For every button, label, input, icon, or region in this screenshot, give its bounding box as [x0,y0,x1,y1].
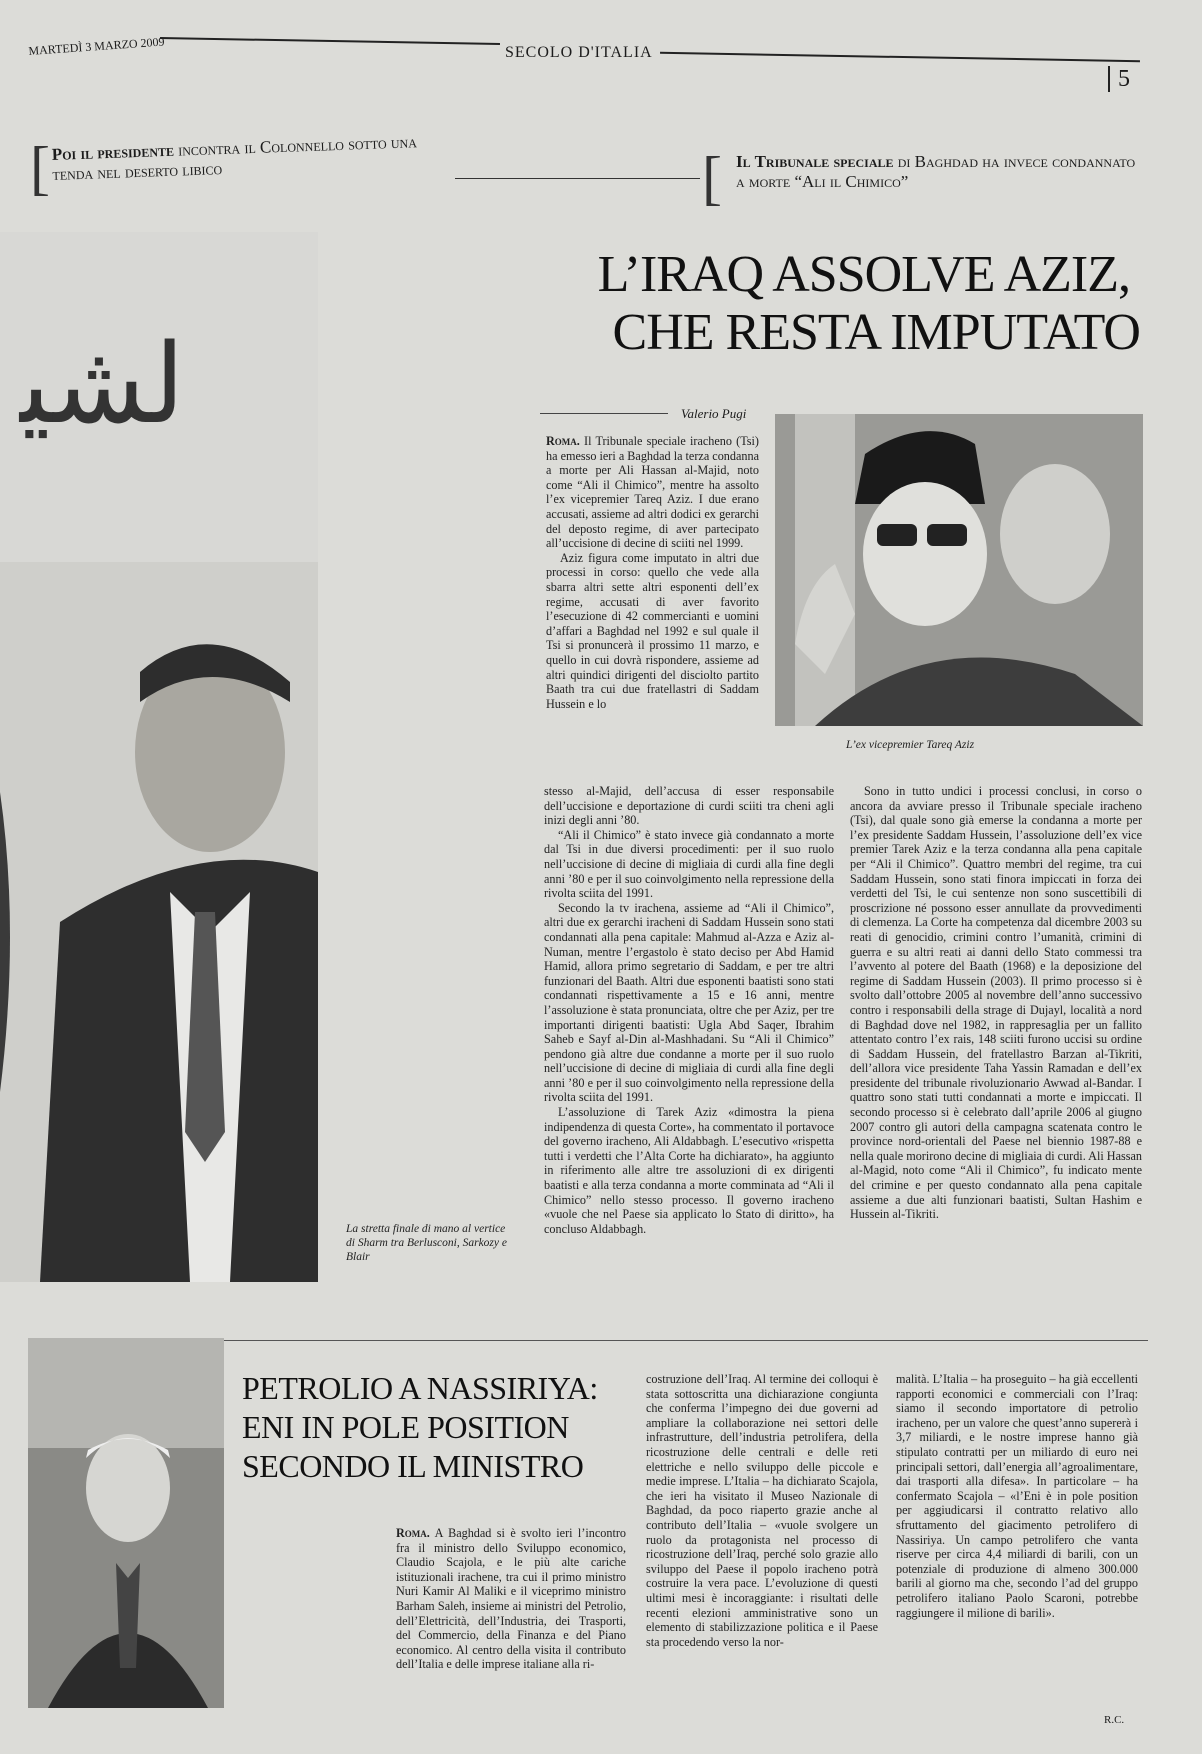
kicker-divider [455,178,700,179]
main-headline-line1: L’IRAQ ASSOLVE AZIZ, [597,246,1130,303]
bottom-article-column-2 [646,1372,878,1649]
main-p2: Aziz figura come imputato in altri due processi in corso: quello che vede alla sbarra altri sette altri esponenti dell’ex regime, accusati di aver favorito l’esecuzione di 42 commercianti e uomini d’affari a Baghdad nel 1992 e sul quale il Tsi si pronuncerà il prossimo 11 marzo, e quello in cui dovrà rispondere, assieme ad altri quindici dirigenti del disciolto partito Baath tra cui due fratellastri di Saddam Hussein e lo [546,550,759,711]
main-p6: L’assoluzione di Tarek Aziz «dimostra la piena indipendenza di questa Corte», ha commentato il portavoce del governo iracheno, Ali Aldabbagh. L’esecutivo «rispetta tutti i verdetti che l’Alta Corte ha dichiarato», ha aggiunto in riferimento alle altre tre assoluzioni di ex dirigenti baatisti e alla terza condanna a morte comminata ad “Ali il Chimico” nello stesso processo. Il governo iracheno «vuole che nel Paese sia applicato lo Stato di diritto», ha concluso Aldabbagh. [544,1105,834,1236]
kicker-left-bracket: [ [30,135,50,201]
bottom-col1-text: A Baghdad si è svolto ieri l’incontro fra il ministro dello Sviluppo economico, Claudio Scajola, e le più alte cariche istituzionali irachene, tra cui il primo ministro Nuri Kamir Al Maliki e il viceprimo ministro Barham Saleh, insieme ai ministri del Petrolio, dell’Elettricità, dell’Industria, dei Trasporti, del Commercio, della Finanza e del Piano economico. Al centro della visita il contributo dell’Italia e delle imprese italiane alla ri- [396,1526,626,1672]
berlusconi-photo [0,232,318,1282]
byline-rule [540,413,668,414]
page-number: 5 [1108,66,1130,92]
berlusconi-photo-caption: La stretta finale di mano al vertice di Sharm tra Berlusconi, Sarkozy e Blair [346,1223,507,1263]
masthead-rule-right [660,52,1140,62]
main-article-column-1 [546,434,759,711]
aziz-photo-caption: L’ex vicepremier Tareq Aziz [846,739,975,751]
bottom-dateline: Roma. [396,1526,430,1540]
scajola-photo [28,1338,224,1708]
main-p3: stesso al-Majid, dell’accusa di esser responsabile dell’uccisione e deportazione di curdi sciiti tra cheni agli inizi degli anni ’80. [544,784,834,828]
main-p4: “Ali il Chimico” è stato invece già condannato a morte dal Tsi in due diversi procedimenti: per il suo ruolo nell’uccisione di decine di migliaia di curdi alla fine degli anni ’80 e per il suo coinvolgimento nella repressione della rivolta sciita del 1991. [544,827,834,901]
issue-date: MARTEDÌ 3 MARZO 2009 [28,34,165,58]
masthead-rule-left [160,37,500,45]
masthead-title: SECOLO D'ITALIA [505,44,653,61]
scajola-illustration [28,1338,224,1708]
bottom-headline-line2: ENI IN POLE POSITION [242,1409,569,1445]
bottom-signature: R.C. [1104,1714,1125,1726]
bottom-headline-line3: SECONDO IL MINISTRO [242,1448,584,1484]
main-article-column-2 [850,784,1142,1222]
kicker-left [51,131,452,185]
main-headline-line2: CHE RESTA IMPUTATO [612,304,1140,361]
svg-text:ﻟﺸﻴ: ﻟﺸﻴ [20,320,185,448]
main-p5: Secondo la tv irachena, assieme ad “Ali il Chimico”, altri due ex gerarchi iracheni di Saddam Hussein sono stati condannati alla pena capitale: Mahmud al-Azza e Aziz al-Numan, mentre l’ergastolo è stato deciso per Abd Hamid Hamid, allora primo segretario di Saddam, e per tre altri funzionari del Baath. Altri due esponenti baatisti sono stati condannati rispettivamente a 15 e 16 anni, mentre l’assoluzione è stata pronunciata, oltre che per Aziz, per tre importanti dirigenti baatisti: Ugla Abd Saqer, Ibrahim Saheb e Sayf al-Din al-Mashhadani. Su “Ali il Chimico” pendono già altre due condanne a morte per il suo ruolo nell’uccisione di decine di migliaia di curdi alla fine degli anni ’80 e per il suo coinvolgimento nella repressione della rivolta sciita del 1991. [544,900,834,1105]
kicker-right-bold: Il Tribunale speciale [736,152,894,171]
bottom-headline-line1: PETROLIO A NASSIRIYA: [242,1370,598,1406]
main-article-column-1b [544,784,834,1236]
bottom-article-column-1 [396,1526,626,1672]
kicker-right-bracket: [ [702,145,722,211]
bottom-col3-text: malità. L’Italia – ha proseguito – ha già eccellenti rapporti economici e commerciali con l’Iraq: siamo il secondo importatore di petrolio iracheno, per un valore che quest’anno supererà i 3,7 miliardi, e le nostre imprese hanno già stipulato contratti per un miliardo di euro nei principali settori, dall’energia all’agroalimentare, dai trasporti alla difesa». In particolare – ha confermato Scajola – «l’Eni è in pole position per aggiudicarsi il contratto relativo allo sfruttamento del giacimento petrolifero di Nassiriya. Un campo petrolifero che vanta riserve per circa 4,4 miliardi di barili, con un potenziale di produzione di almeno 300.000 barili al giorno ma che, secondo l’ad del gruppo petrolifero italiano Paolo Scaroni, potrebbe raggiungere il milione di barili». [896,1372,1138,1620]
bottom-col2-text: costruzione dell’Iraq. Al termine dei colloqui è stata sottoscritta una dichiarazione congiunta che conferma l’impegno dei due governi ad ampliare la collaborazione nei settori delle infrastrutture, dell’industria petrolifera, della ricostruzione delle centrali e delle reti elettriche e nello sviluppo delle piccole e medie imprese. L’Italia – ha dichiarato Scajola, che ieri ha visitato il Museo Nazionale di Baghdad, da poco riaperto grazie anche al contributo dell’Italia – «vuole svolgere un ruolo da protagonista nel processo di ricostruzione dell’Iraq, perché solo grazie allo sviluppo del Paese il popolo iracheno potrà costruire la vera pace. L’evoluzione di questi ultimi mesi è incoraggiante: i risultati delle recenti elezioni amministrative sono un elemento di stabilizzazione politica e il Paese sta procedendo verso la nor- [646,1372,878,1649]
kicker-left-text: incontra il Colonnello sotto una tenda nel deserto libico [52,132,418,184]
kicker-left-bold: Poi il presidente [51,140,175,164]
dateline: Roma. [546,434,580,448]
aziz-photo [775,414,1143,726]
photo-illustration [0,232,318,1282]
main-col2-p1: Sono in tutto undici i processi conclusi, in corso o ancora da avviare presso il Tribunale speciale iracheno (Tsi), dal quale sono già emerse la condanna a morte per l’ex presidente Saddam Hussein, l’assoluzione dell’ex vice premier Tarek Aziz e la terza condanna alla pena capitale per “Ali il Chimico”. Quattro membri del regime, tra cui Saddam Hussein, sono stati finora impiccati in forza dei verdetti del Tsi, le cui sentenze non sono suscettibili di proscrizione né possono esser annullate da provvedimenti di clemenza. La Corte ha competenza dal dicembre 2003 su reati di genocidio, crimini contro l’umanità, crimini di guerra e su altri reati ai danni dello Stato commessi tra l’avvento al potere del Baath (1968) e la deposizione del regime di Saddam Hussein (2003). Il primo processo si è svolto dall’ottobre 2005 al novembre dell’anno successivo contro i responsabili della strage di Dujayl, località a nord di Baghdad dove nel 1982, in rappresaglia per un fallito attentato contro l’ex rais, 148 sciiti furono uccisi su ordine di Saddam Hussein, del fratellastro Barzan al-Tikriti, dell’allora vice presidente Taha Yassin Ramadan e dell’ex presidente del tribunale rivoluzionario Awwad al-Bandar. I quattro sono stati tutti condannati a morte e impiccati. Il secondo processo si è celebrato dall’aprile 2006 al giugno 2007 contro gli autori della campagna scatenata contro le province nord-orientali del Paese nel biennio 1987-88 e nella quale morirono decine di migliaia di curdi. Ali Hassan al-Magid, noto come “Ali il Chimico”, fu indicato mente del crimine e per questo condannato alla pena capitale assieme a due alti funzionari baatisti, Sultan Hashim e Hussein al-Tikriti. [850,784,1142,1222]
aziz-illustration [775,414,1143,726]
main-p1: Il Tribunale speciale iracheno (Tsi) ha emesso ieri a Baghdad la terza condanna a morte per Ali Hassan al-Majid, noto come “Ali il Chimico”, mentre ha assolto l’ex vicepremier Tareq Aziz. I due erano accusati, assieme ad altri dodici ex gerarchi del deposto regime, di aver partecipato all’uccisione di decine di sciiti nel 1999. [546,434,759,551]
kicker-right-text: di Baghdad ha invece condannato a morte “Ali il Chimico” [736,152,1136,191]
kicker-right [736,152,1146,192]
bottom-article-column-3 [896,1372,1138,1620]
byline: Valerio Pugi [681,406,747,421]
